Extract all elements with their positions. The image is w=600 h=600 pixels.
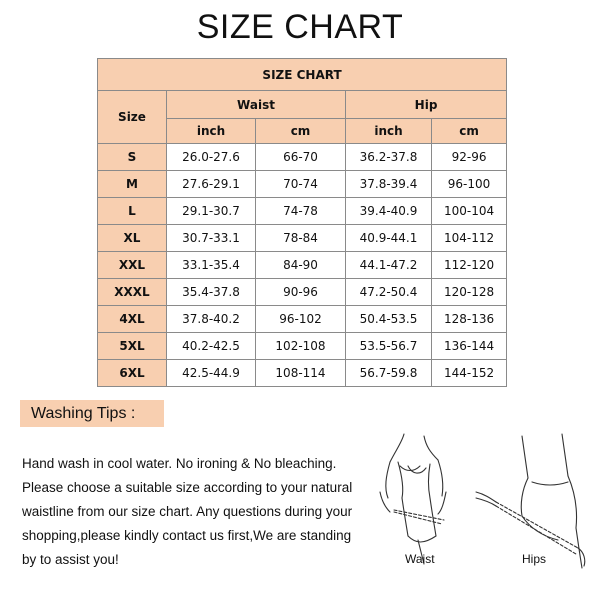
- hip-cm-cell: 112-120: [432, 252, 507, 279]
- size-cell: 6XL: [98, 360, 167, 387]
- unit-header-hip-cm: cm: [432, 119, 507, 144]
- hip-inch-cell: 39.4-40.9: [346, 198, 432, 225]
- table-row: [98, 333, 507, 360]
- size-header: Size: [98, 91, 167, 144]
- waist-cm-cell: 108-114: [256, 360, 346, 387]
- waist-inch-cell: 37.8-40.2: [167, 306, 256, 333]
- table-row: [98, 144, 507, 171]
- size-cell: S: [98, 144, 167, 171]
- waist-inch-cell: 26.0-27.6: [167, 144, 256, 171]
- waist-cm-cell: 84-90: [256, 252, 346, 279]
- waist-header: Waist: [167, 91, 346, 119]
- table-row: [98, 360, 507, 387]
- waist-figure-icon: [380, 434, 446, 564]
- size-rows: [98, 144, 507, 387]
- waist-cm-cell: 102-108: [256, 333, 346, 360]
- hip-cm-cell: 96-100: [432, 171, 507, 198]
- waist-inch-cell: 27.6-29.1: [167, 171, 256, 198]
- washing-tips-text: Hand wash in cool water. No ironing & No bleaching. Please choose a suitable size according to your natural waistline from our size chart. Any questions during your shopping,please kindly contact us first,We are standing by to assist you!: [22, 456, 353, 567]
- size-cell: XL: [98, 225, 167, 252]
- table-row: [98, 225, 507, 252]
- hip-cm-cell: 104-112: [432, 225, 507, 252]
- hip-cm-cell: 120-128: [432, 279, 507, 306]
- hips-figure-icon: [476, 434, 585, 568]
- hip-cm-cell: 92-96: [432, 144, 507, 171]
- size-cell: M: [98, 171, 167, 198]
- hip-cm-cell: 144-152: [432, 360, 507, 387]
- hip-cm-cell: 100-104: [432, 198, 507, 225]
- waist-inch-cell: 30.7-33.1: [167, 225, 256, 252]
- measurement-illustration: [372, 432, 594, 572]
- size-cell: XXXL: [98, 279, 167, 306]
- table-row: [98, 252, 507, 279]
- waist-figure-label: Waist: [405, 552, 435, 566]
- size-chart-table: [97, 58, 507, 387]
- unit-header-waist-inch: inch: [167, 119, 256, 144]
- hip-inch-cell: 56.7-59.8: [346, 360, 432, 387]
- hip-cm-cell: 136-144: [432, 333, 507, 360]
- hip-header: Hip: [346, 91, 507, 119]
- hips-figure-label: Hips: [522, 552, 547, 566]
- washing-tips-label: Washing Tips :: [20, 400, 164, 427]
- unit-header-hip-inch: inch: [346, 119, 432, 144]
- table-row: [98, 171, 507, 198]
- hip-inch-cell: 50.4-53.5: [346, 306, 432, 333]
- hip-inch-cell: 53.5-56.7: [346, 333, 432, 360]
- waist-cm-cell: 74-78: [256, 198, 346, 225]
- waist-inch-cell: 40.2-42.5: [167, 333, 256, 360]
- size-cell: 4XL: [98, 306, 167, 333]
- hip-inch-cell: 36.2-37.8: [346, 144, 432, 171]
- table-row: [98, 198, 507, 225]
- waist-inch-cell: 35.4-37.8: [167, 279, 256, 306]
- hip-inch-cell: 44.1-47.2: [346, 252, 432, 279]
- waist-cm-cell: 66-70: [256, 144, 346, 171]
- table-row: [98, 306, 507, 333]
- hip-cm-cell: 128-136: [432, 306, 507, 333]
- waist-inch-cell: 33.1-35.4: [167, 252, 256, 279]
- hip-inch-cell: 37.8-39.4: [346, 171, 432, 198]
- waist-cm-cell: 78-84: [256, 225, 346, 252]
- waist-cm-cell: 96-102: [256, 306, 346, 333]
- hip-inch-cell: 40.9-44.1: [346, 225, 432, 252]
- page-title: SIZE CHART: [196, 8, 404, 46]
- hip-inch-cell: 47.2-50.4: [346, 279, 432, 306]
- table-row: [98, 279, 507, 306]
- waist-inch-cell: 29.1-30.7: [167, 198, 256, 225]
- waist-cm-cell: 90-96: [256, 279, 346, 306]
- size-cell: XXL: [98, 252, 167, 279]
- size-cell: 5XL: [98, 333, 167, 360]
- size-cell: L: [98, 198, 167, 225]
- unit-header-waist-cm: cm: [256, 119, 346, 144]
- waist-inch-cell: 42.5-44.9: [167, 360, 256, 387]
- waist-cm-cell: 70-74: [256, 171, 346, 198]
- table-banner: SIZE CHART: [98, 59, 507, 91]
